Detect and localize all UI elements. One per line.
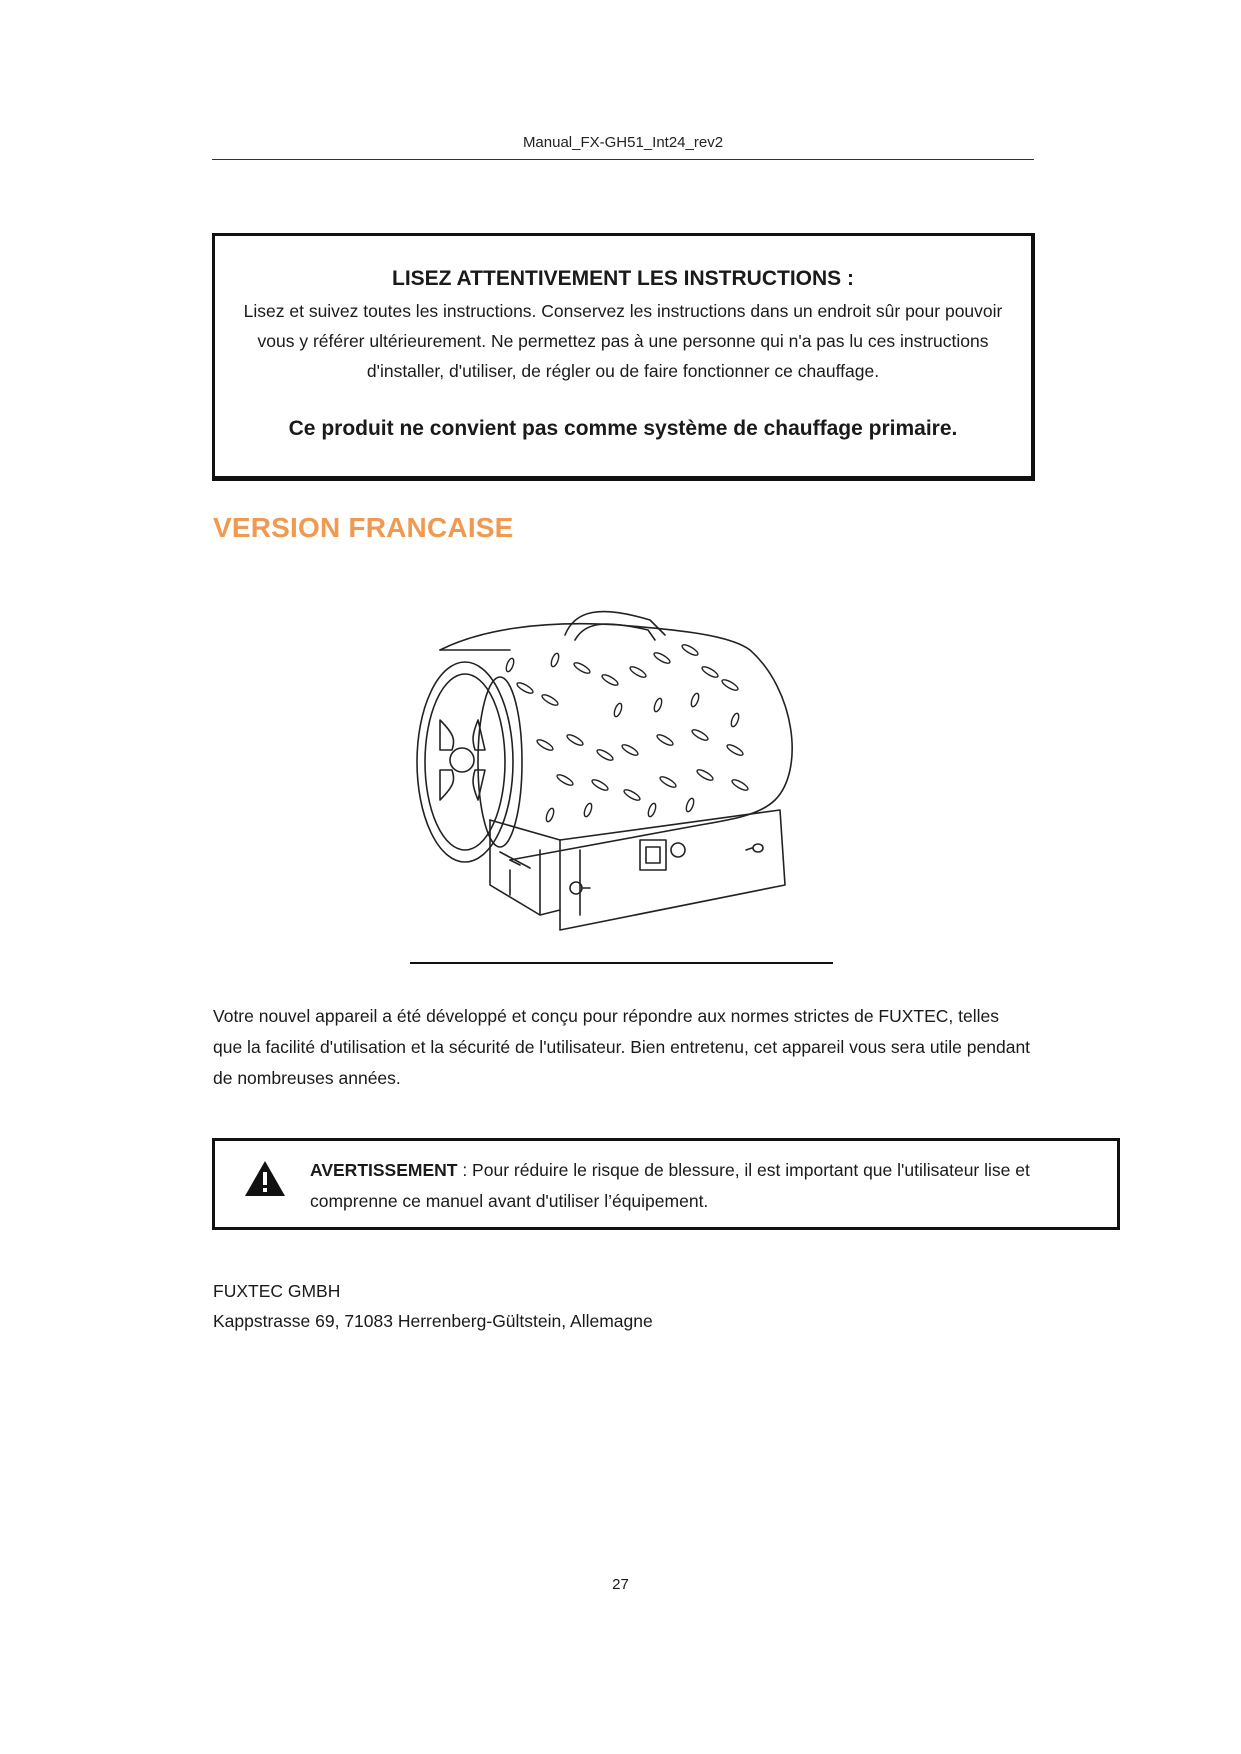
warning-label: AVERTISSEMENT <box>310 1160 458 1180</box>
company-address: Kappstrasse 69, 71083 Herrenberg-Gültstein, Allemagne <box>213 1311 653 1331</box>
notice-body: Lisez et suivez toutes les instructions. Conservez les instructions dans un endroit sûr pour pouvoir vous y référer ultérieurement. Ne permettez pas à une personne qui n'a pas lu ces instructions d'installer, d'utiliser, de régler ou de faire fonctionner ce chauffage. <box>243 301 1003 381</box>
section-title: VERSION FRANCAISE <box>213 512 514 543</box>
illustration-divider <box>410 962 833 964</box>
warning-box <box>212 1138 1120 1230</box>
company-name: FUXTEC GMBH <box>213 1281 341 1301</box>
document-header: Manual_FX-GH51_Int24_rev2 <box>522 134 724 151</box>
intro-paragraph: Votre nouvel appareil a été développé et conçu pour répondre aux normes strictes de FUXTEC, telles que la facilité d'utilisation et la sécurité de l'utilisateur. Bien entretenu, cet appareil vous sera utile pendant de nombreuses années. <box>213 1006 1031 1088</box>
warning-message: : Pour réduire le risque de blessure, il est important que l'utilisateur lise et comprenne ce manuel avant d'utiliser l’équipement. <box>310 1160 1030 1211</box>
instructions-notice-box <box>212 233 1035 481</box>
warning-triangle-icon <box>243 1159 287 1199</box>
heater-illustration <box>400 610 840 940</box>
header-divider <box>212 159 1034 160</box>
notice-title: LISEZ ATTENTIVEMENT LES INSTRUCTIONS : <box>392 267 854 290</box>
company-info <box>213 1276 653 1336</box>
warning-text <box>310 1155 1100 1217</box>
page-number: 27 <box>612 1576 629 1593</box>
notice-primary-heating-statement: Ce produit ne convient pas comme système de chauffage primaire. <box>288 417 958 440</box>
